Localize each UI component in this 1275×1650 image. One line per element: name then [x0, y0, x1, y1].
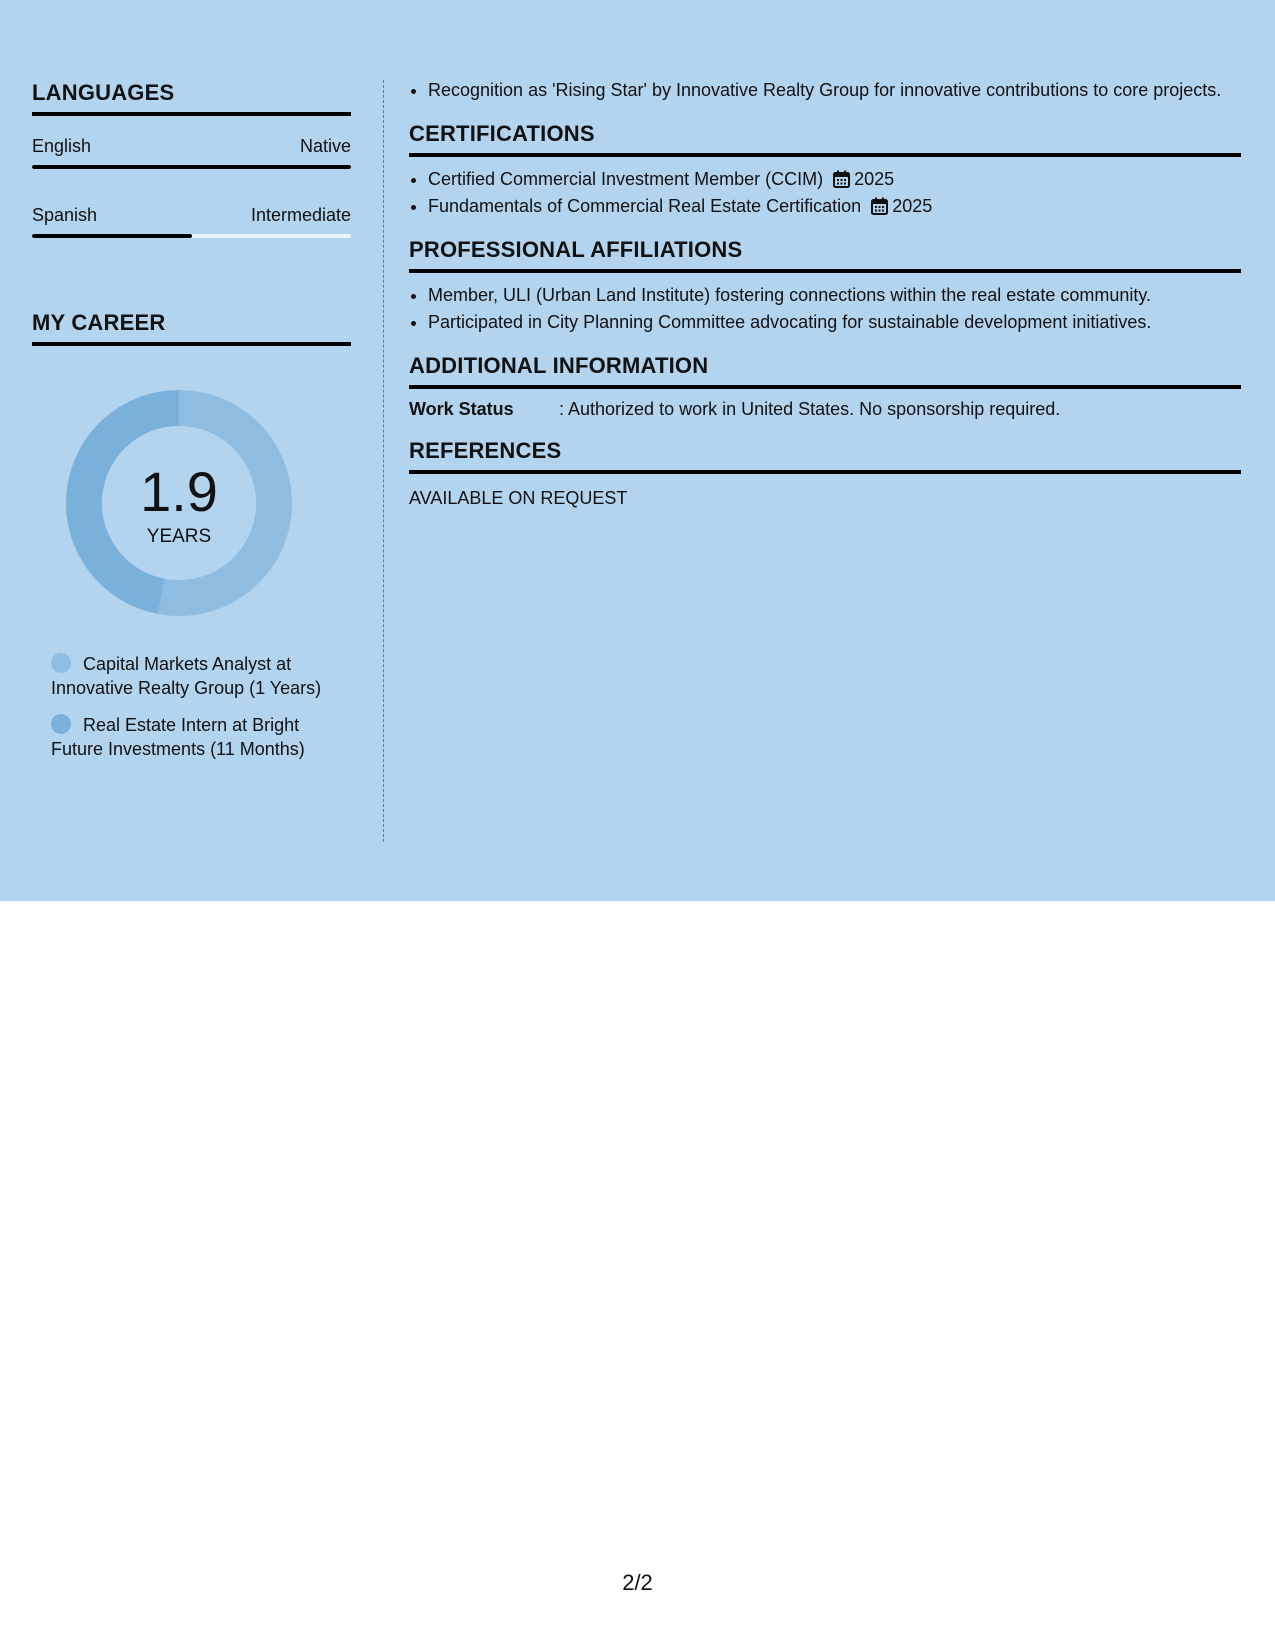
page-number: 2/2 — [622, 1570, 653, 1595]
language-level: Native — [299, 136, 351, 156]
work-status-label: Work Status — [409, 399, 514, 419]
career-total-value: 1.9 — [140, 460, 218, 523]
legend-label: Real Estate Intern at Bright Future Investments (11 Months) — [51, 715, 305, 759]
languages-heading: LANGUAGES — [32, 80, 351, 116]
additional-info-heading: ADDITIONAL INFORMATION — [409, 353, 1241, 389]
affiliations-list — [409, 283, 1241, 335]
certification-year: 2025 — [854, 169, 895, 189]
calendar-icon — [871, 197, 888, 215]
language-name: English — [32, 136, 92, 156]
certifications-list — [409, 167, 1241, 219]
language-name: Spanish — [32, 205, 98, 225]
legend-item — [51, 713, 331, 761]
certification-name: Fundamentals of Commercial Real Estate Certification — [428, 196, 862, 216]
list-item: • Recognition as 'Rising Star' by Innovative Realty Group for innovative contributions to core projects. — [428, 78, 1241, 103]
legend-label: Capital Markets Analyst at Innovative Realty Group (1 Years) — [51, 654, 322, 698]
work-status-value: : Authorized to work in United States. No sponsorship required. — [559, 399, 1061, 419]
certifications-heading: CERTIFICATIONS — [409, 121, 1241, 157]
awards-list — [409, 78, 1241, 103]
career-total-unit: YEARS — [146, 526, 212, 547]
career-legend — [51, 652, 331, 761]
column-divider — [383, 80, 384, 842]
affiliations-heading: PROFESSIONAL AFFILIATIONS — [409, 237, 1241, 273]
list-item: • Member, ULI (Urban Land Institute) fostering connections within the real estate community. — [428, 283, 1241, 308]
certification-year: 2025 — [892, 196, 933, 216]
main-content — [409, 78, 1241, 509]
legend-dot — [51, 653, 71, 673]
language-proficiency-bar — [32, 165, 351, 169]
career-donut-chart — [66, 390, 292, 616]
certification-name: Certified Commercial Investment Member (CCIM) — [428, 169, 824, 189]
language-item-spanish — [32, 205, 351, 238]
legend-dot — [51, 714, 71, 734]
work-status-row — [409, 399, 1241, 420]
certifications-section — [409, 121, 1241, 219]
additional-info-section — [409, 353, 1241, 420]
list-item: • Participated in City Planning Committee advocating for sustainable development initiatives. — [428, 310, 1241, 335]
calendar-icon — [833, 170, 850, 188]
career-heading: MY CAREER — [32, 310, 351, 346]
language-item-english — [32, 136, 351, 169]
sidebar — [32, 80, 351, 774]
language-level: Intermediate — [250, 205, 351, 225]
list-item — [428, 194, 1241, 219]
legend-item — [51, 652, 331, 700]
affiliations-section — [409, 237, 1241, 335]
language-proficiency-bar — [32, 234, 351, 238]
language-proficiency-fill — [32, 165, 351, 169]
references-text: AVAILABLE ON REQUEST — [409, 488, 628, 508]
references-section — [409, 438, 1241, 509]
references-heading: REFERENCES — [409, 438, 1241, 474]
language-proficiency-fill — [32, 234, 192, 238]
list-item — [428, 167, 1241, 192]
